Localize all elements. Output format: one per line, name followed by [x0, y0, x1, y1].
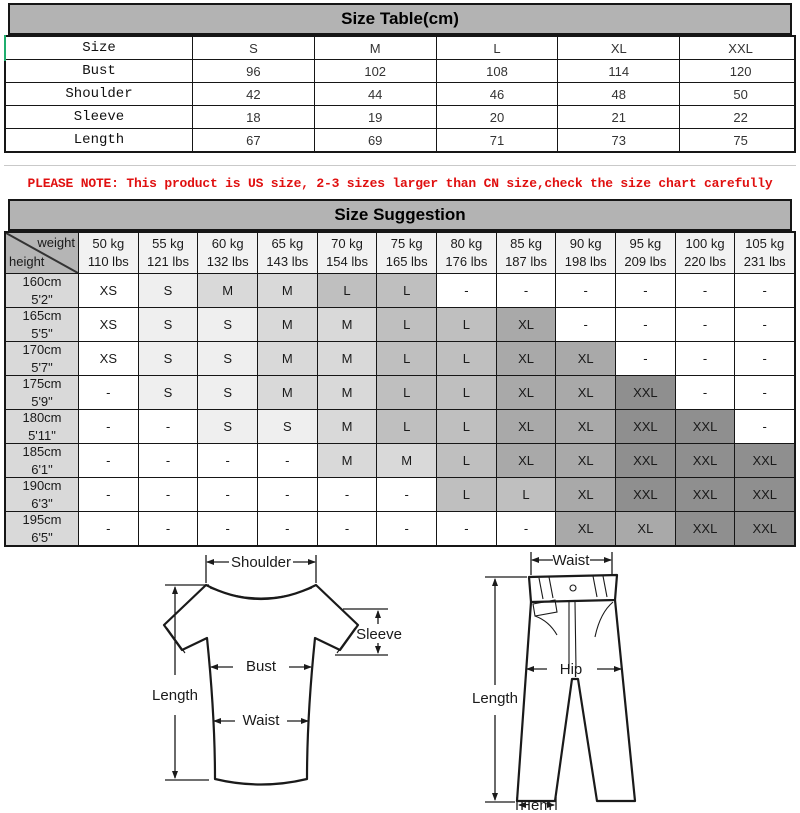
weight-lbs-label: 231 lbs: [743, 254, 786, 269]
suggested-size-cell: M: [317, 410, 377, 443]
suggested-size-cell: XL: [555, 512, 615, 545]
size-table-title-bar: [8, 3, 792, 35]
pants-hem-label: Hem: [520, 797, 552, 813]
weight-lbs-label: 110 lbs: [87, 254, 129, 269]
suggested-size-cell: -: [138, 478, 198, 511]
weight-header-cell: [317, 233, 377, 273]
suggested-size-cell: XXL: [615, 478, 675, 511]
suggested-size-cell: -: [734, 274, 794, 307]
suggested-size-cell: -: [615, 274, 675, 307]
suggested-size-cell: -: [197, 512, 257, 545]
weight-kg-label: 95 kg: [629, 236, 662, 252]
tshirt-waist-label: Waist: [242, 712, 280, 729]
weight-kg-label: 70 kg: [331, 236, 363, 252]
suggested-size-cell: -: [78, 410, 138, 443]
suggestion-row: [6, 409, 794, 443]
size-column-header-cell: S: [192, 37, 314, 59]
height-ft-label: 6'5": [31, 529, 53, 545]
height-cm-label: 175cm: [22, 375, 62, 391]
suggested-size-cell: XXL: [615, 444, 675, 477]
pants-fly-lines: [569, 602, 576, 669]
suggested-size-cell: L: [376, 342, 436, 375]
pants-belt-loops-right: [593, 576, 607, 597]
weight-lbs-label: 187 lbs: [505, 254, 547, 269]
suggested-size-cell: XXL: [675, 444, 735, 477]
height-header-cell: [6, 376, 78, 409]
suggested-size-cell: -: [734, 342, 794, 375]
suggested-size-cell: M: [257, 274, 317, 307]
weight-header-cell: [675, 233, 735, 273]
measurement-value-cell: 48: [557, 83, 679, 105]
weight-kg-label: 60 kg: [211, 236, 244, 252]
measurement-value-cell: 114: [557, 60, 679, 82]
size-table-title: Size Table(cm): [341, 9, 459, 28]
suggested-size-cell: XL: [496, 342, 556, 375]
weight-header-cell: [734, 233, 794, 273]
pants-hip-label: Hip: [559, 661, 583, 678]
height-cm-label: 185cm: [22, 443, 62, 459]
suggested-size-cell: XXL: [675, 478, 735, 511]
suggested-size-cell: M: [257, 308, 317, 341]
suggested-size-cell: -: [257, 444, 317, 477]
suggestion-row: [6, 273, 794, 307]
weight-header-cell: [138, 233, 198, 273]
suggested-size-cell: -: [257, 478, 317, 511]
weight-header-cell: [257, 233, 317, 273]
suggested-size-cell: S: [138, 376, 198, 409]
suggested-size-cell: XXL: [734, 478, 794, 511]
suggested-size-cell: L: [496, 478, 556, 511]
height-header-cell: [6, 512, 78, 545]
suggested-size-cell: XS: [78, 342, 138, 375]
pants-length-label: Length: [472, 690, 518, 707]
pants-waist-label: Waist: [552, 552, 590, 569]
suggested-size-cell: S: [138, 308, 198, 341]
suggested-size-cell: -: [436, 274, 496, 307]
pants-legs-outline: [517, 600, 635, 801]
weight-kg-label: 80 kg: [450, 236, 483, 252]
suggested-size-cell: M: [257, 376, 317, 409]
height-ft-label: 6'3": [31, 495, 53, 511]
height-header-cell: [6, 274, 78, 307]
suggested-size-cell: L: [436, 444, 496, 477]
suggested-size-cell: -: [675, 376, 735, 409]
size-column-header-cell: XL: [557, 37, 679, 59]
size-suggestion-table: [4, 231, 796, 547]
suggestion-header-row: [6, 233, 794, 273]
suggestion-row: [6, 511, 794, 545]
suggested-size-cell: L: [376, 376, 436, 409]
suggested-size-cell: -: [78, 478, 138, 511]
weight-header-cell: [615, 233, 675, 273]
weight-kg-label: 100 kg: [685, 236, 725, 252]
measurement-value-cell: 69: [314, 129, 436, 151]
tshirt-bust-label: Bust: [245, 658, 277, 675]
suggested-size-cell: -: [317, 478, 377, 511]
size-column-header-cell: M: [314, 37, 436, 59]
height-header-cell: [6, 478, 78, 511]
tshirt-shoulder-label: Shoulder: [230, 554, 292, 571]
suggested-size-cell: XL: [555, 376, 615, 409]
weight-lbs-label: 176 lbs: [445, 254, 488, 269]
suggested-size-cell: XXL: [615, 410, 675, 443]
height-cm-label: 190cm: [22, 477, 62, 493]
pants-diagram: [459, 547, 699, 813]
measurement-diagrams: [0, 547, 800, 813]
suggestion-row: [6, 443, 794, 477]
size-table-header-row: [6, 37, 794, 59]
suggested-size-cell: -: [317, 512, 377, 545]
weight-kg-label: 65 kg: [271, 236, 304, 252]
corner-weight-label: weight: [37, 235, 75, 250]
size-table: [4, 35, 796, 153]
size-header-cell: Size: [82, 40, 116, 56]
suggested-size-cell: -: [436, 512, 496, 545]
suggested-size-cell: -: [615, 342, 675, 375]
suggested-size-cell: M: [257, 342, 317, 375]
tshirt-length-label: Length: [152, 687, 198, 704]
measurement-value-cell: 108: [436, 60, 558, 82]
weight-height-corner-cell: [6, 233, 78, 273]
suggested-size-cell: M: [317, 308, 377, 341]
measurement-value-cell: 71: [436, 129, 558, 151]
suggested-size-cell: M: [376, 444, 436, 477]
suggested-size-cell: XL: [615, 512, 675, 545]
weight-lbs-label: 198 lbs: [564, 254, 607, 269]
measurement-value-cell: 18: [192, 106, 314, 128]
suggested-size-cell: M: [317, 342, 377, 375]
height-ft-label: 5'2": [31, 291, 53, 307]
tshirt-inner-neckline: [210, 588, 312, 598]
suggested-size-cell: XL: [496, 376, 556, 409]
size-table-row: [6, 82, 794, 105]
pants-right-pocket-curve: [595, 602, 613, 637]
tshirt-sleeve-label: Sleeve: [356, 626, 402, 643]
height-cm-label: 180cm: [22, 409, 62, 425]
suggestion-row: [6, 307, 794, 341]
measurement-value-cell: 20: [436, 106, 558, 128]
suggested-size-cell: -: [675, 308, 735, 341]
suggested-size-cell: -: [197, 478, 257, 511]
size-suggestion-title-bar: [8, 199, 792, 231]
suggested-size-cell: M: [197, 274, 257, 307]
weight-lbs-label: 220 lbs: [684, 254, 727, 269]
height-cm-label: 165cm: [22, 307, 62, 323]
tshirt-left-cuff-line: [167, 628, 185, 653]
suggested-size-cell: -: [257, 512, 317, 545]
measurement-value-cell: 44: [314, 83, 436, 105]
suggested-size-cell: -: [734, 308, 794, 341]
measurement-label-cell: Shoulder: [65, 86, 133, 102]
suggested-size-cell: XL: [496, 444, 556, 477]
size-chart-page: [0, 3, 800, 813]
suggested-size-cell: L: [436, 376, 496, 409]
suggested-size-cell: -: [675, 274, 735, 307]
suggested-size-cell: L: [376, 274, 436, 307]
weight-header-cell: [436, 233, 496, 273]
size-column-header-cell: XXL: [679, 37, 800, 59]
suggested-size-cell: XL: [555, 444, 615, 477]
height-ft-label: 5'9": [31, 393, 53, 409]
suggested-size-cell: L: [436, 478, 496, 511]
size-suggestion-title: Size Suggestion: [334, 205, 466, 224]
suggested-size-cell: -: [78, 376, 138, 409]
suggested-size-cell: S: [138, 274, 198, 307]
suggested-size-cell: -: [496, 274, 556, 307]
measurement-label-cell: Sleeve: [73, 109, 125, 125]
tshirt-right-cuff-line: [337, 628, 355, 653]
measurement-value-cell: 96: [192, 60, 314, 82]
suggested-size-cell: -: [615, 308, 675, 341]
corner-height-label: height: [9, 254, 45, 270]
suggested-size-cell: -: [675, 342, 735, 375]
weight-lbs-label: 154 lbs: [326, 254, 368, 269]
tshirt-outline: [164, 585, 358, 785]
height-ft-label: 5'7": [31, 359, 53, 375]
height-header-cell: [6, 308, 78, 341]
measurement-label-cell: Bust: [82, 63, 116, 79]
weight-kg-label: 90 kg: [569, 236, 602, 252]
suggested-size-cell: -: [78, 512, 138, 545]
suggested-size-cell: M: [317, 376, 377, 409]
measurement-value-cell: 22: [679, 106, 800, 128]
suggested-size-cell: S: [197, 376, 257, 409]
suggested-size-cell: XL: [555, 478, 615, 511]
weight-lbs-label: 209 lbs: [624, 254, 667, 269]
suggested-size-cell: L: [436, 308, 496, 341]
measurement-value-cell: 42: [192, 83, 314, 105]
suggested-size-cell: -: [734, 410, 794, 443]
suggested-size-cell: XL: [496, 308, 556, 341]
suggested-size-cell: -: [376, 478, 436, 511]
weight-kg-label: 75 kg: [390, 236, 423, 252]
weight-kg-label: 105 kg: [745, 236, 785, 252]
size-note: [4, 165, 796, 191]
weight-header-cell: [376, 233, 436, 273]
weight-kg-label: 55 kg: [152, 236, 184, 252]
suggestion-row: [6, 375, 794, 409]
suggested-size-cell: -: [734, 376, 794, 409]
weight-lbs-label: 165 lbs: [385, 254, 428, 269]
pants-button: [570, 585, 576, 591]
suggested-size-cell: S: [197, 410, 257, 443]
suggested-size-cell: XXL: [615, 376, 675, 409]
weight-header-cell: [496, 233, 556, 273]
measurement-value-cell: 19: [314, 106, 436, 128]
height-header-cell: [6, 410, 78, 443]
height-header-cell: [6, 342, 78, 375]
suggested-size-cell: XXL: [734, 444, 794, 477]
measurement-value-cell: 50: [679, 83, 800, 105]
weight-kg-label: 85 kg: [510, 236, 542, 252]
suggested-size-cell: XXL: [734, 512, 794, 545]
weight-header-cell: [555, 233, 615, 273]
size-table-row: [6, 128, 794, 151]
suggested-size-cell: XL: [496, 410, 556, 443]
size-note-text: PLEASE NOTE: This product is US size, 2-3 sizes larger than CN size,check the size chart carefully: [27, 176, 773, 191]
height-ft-label: 5'11": [28, 427, 56, 443]
suggested-size-cell: L: [436, 410, 496, 443]
measurement-label-cell: Length: [73, 132, 125, 148]
size-table-row: [6, 105, 794, 128]
suggestion-row: [6, 341, 794, 375]
suggested-size-cell: L: [436, 342, 496, 375]
height-header-cell: [6, 444, 78, 477]
measurement-value-cell: 102: [314, 60, 436, 82]
suggested-size-cell: XS: [78, 274, 138, 307]
suggested-size-cell: -: [555, 308, 615, 341]
suggested-size-cell: XXL: [675, 512, 735, 545]
suggested-size-cell: S: [138, 342, 198, 375]
suggested-size-cell: XS: [78, 308, 138, 341]
height-cm-label: 160cm: [22, 273, 62, 289]
weight-lbs-label: 132 lbs: [206, 254, 249, 269]
height-cm-label: 170cm: [22, 341, 62, 357]
measurement-value-cell: 46: [436, 83, 558, 105]
suggested-size-cell: L: [376, 410, 436, 443]
suggested-size-cell: -: [138, 512, 198, 545]
pants-left-pocket-curve: [535, 616, 557, 635]
measurement-value-cell: 21: [557, 106, 679, 128]
weight-lbs-label: 143 lbs: [266, 254, 309, 269]
suggested-size-cell: M: [317, 444, 377, 477]
suggested-size-cell: XL: [555, 342, 615, 375]
tshirt-diagram: [101, 547, 411, 813]
suggested-size-cell: -: [138, 410, 198, 443]
weight-kg-label: 50 kg: [92, 236, 125, 252]
weight-header-cell: [197, 233, 257, 273]
suggested-size-cell: L: [376, 308, 436, 341]
suggested-size-cell: -: [197, 444, 257, 477]
pants-belt-loops-left: [539, 577, 553, 599]
measurement-value-cell: 73: [557, 129, 679, 151]
measurement-value-cell: 75: [679, 129, 800, 151]
size-table-row: [6, 59, 794, 82]
measurement-value-cell: 67: [192, 129, 314, 151]
suggested-size-cell: S: [197, 308, 257, 341]
suggested-size-cell: -: [555, 274, 615, 307]
height-ft-label: 6'1": [31, 461, 53, 477]
height-ft-label: 5'5": [31, 325, 53, 341]
size-column-header-cell: L: [436, 37, 558, 59]
weight-lbs-label: 121 lbs: [147, 254, 189, 269]
suggested-size-cell: XL: [555, 410, 615, 443]
suggested-size-cell: XXL: [675, 410, 735, 443]
measurement-value-cell: 120: [679, 60, 800, 82]
suggested-size-cell: -: [496, 512, 556, 545]
suggested-size-cell: -: [376, 512, 436, 545]
suggested-size-cell: -: [138, 444, 198, 477]
height-cm-label: 195cm: [22, 511, 62, 527]
suggested-size-cell: S: [197, 342, 257, 375]
suggested-size-cell: S: [257, 410, 317, 443]
suggested-size-cell: -: [78, 444, 138, 477]
suggestion-row: [6, 477, 794, 511]
weight-header-cell: [78, 233, 138, 273]
suggested-size-cell: L: [317, 274, 377, 307]
